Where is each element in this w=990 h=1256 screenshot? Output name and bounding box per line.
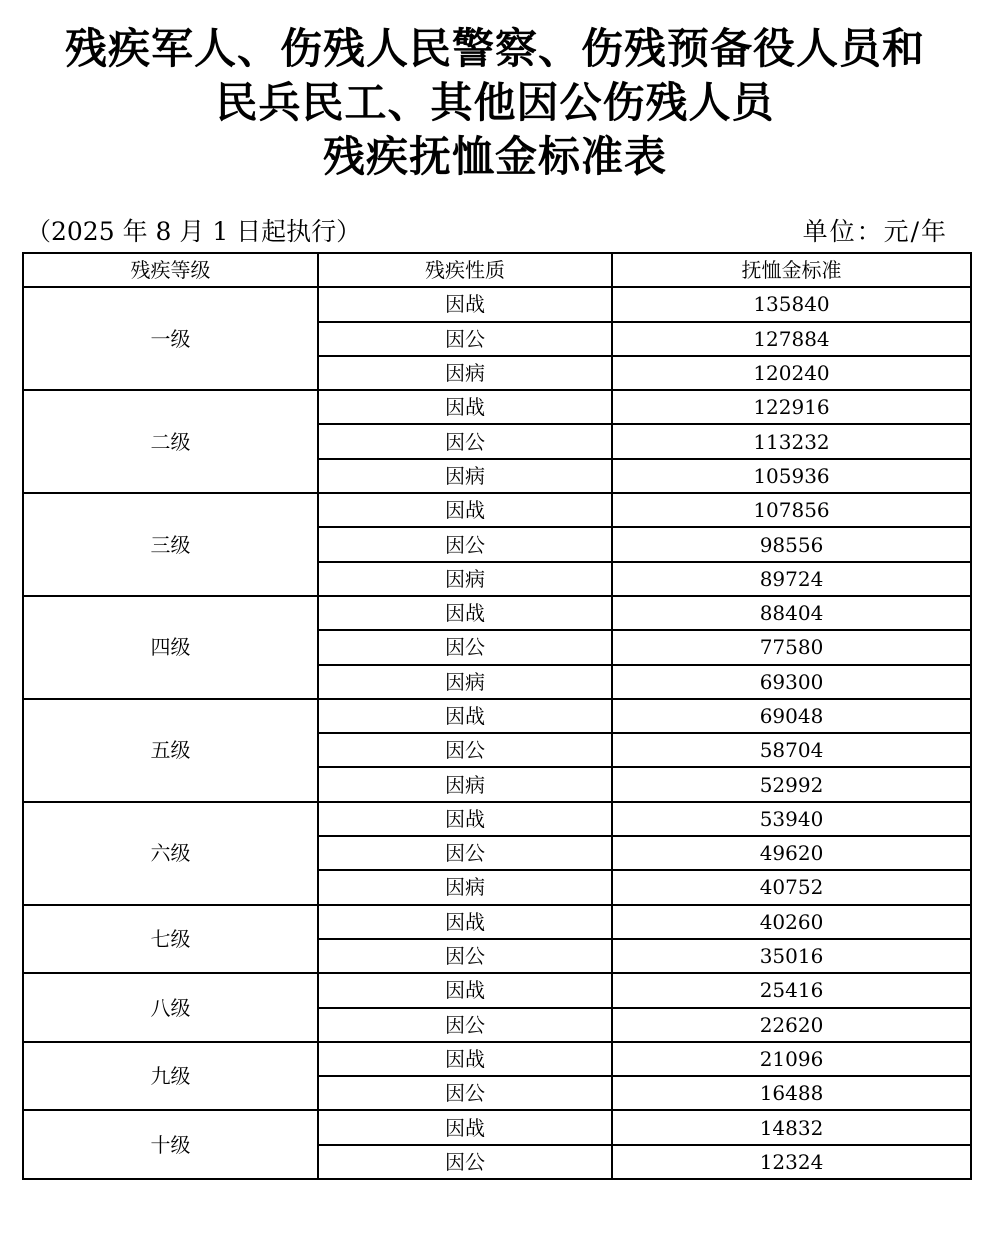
nature-cell: 因公 xyxy=(318,836,612,870)
document-title-line-2: 民兵民工、其他因公伤残人员 xyxy=(215,78,775,127)
amount-cell: 98556 xyxy=(612,527,971,561)
amount-cell: 35016 xyxy=(612,939,971,973)
amount-cell: 122916 xyxy=(612,390,971,424)
nature-cell: 因战 xyxy=(318,596,612,630)
amount-cell: 135840 xyxy=(612,287,971,321)
amount-cell: 53940 xyxy=(612,802,971,836)
level-cell: 六级 xyxy=(23,802,318,905)
pension-standard-table xyxy=(22,252,972,1180)
nature-cell: 因病 xyxy=(318,459,612,493)
nature-cell: 因公 xyxy=(318,1145,612,1179)
table-row xyxy=(23,596,971,630)
amount-cell: 88404 xyxy=(612,596,971,630)
nature-cell: 因公 xyxy=(318,1008,612,1042)
amount-cell: 40260 xyxy=(612,905,971,939)
level-cell: 七级 xyxy=(23,905,318,974)
amount-cell: 58704 xyxy=(612,733,971,767)
nature-cell: 因战 xyxy=(318,390,612,424)
table-row xyxy=(23,493,971,527)
document-title-line-3: 残疾抚恤金标准表 xyxy=(322,132,667,181)
amount-cell: 25416 xyxy=(612,973,971,1007)
table-row xyxy=(23,802,971,836)
table-row xyxy=(23,1110,971,1144)
amount-cell: 69300 xyxy=(612,665,971,699)
header-pension-amount: 抚恤金标准 xyxy=(612,253,971,287)
amount-cell: 52992 xyxy=(612,767,971,801)
nature-cell: 因公 xyxy=(318,322,612,356)
table-row xyxy=(23,905,971,939)
nature-cell: 因战 xyxy=(318,802,612,836)
amount-cell: 49620 xyxy=(612,836,971,870)
amount-cell: 40752 xyxy=(612,870,971,904)
amount-cell: 113232 xyxy=(612,424,971,458)
amount-cell: 107856 xyxy=(612,493,971,527)
table-header-row xyxy=(23,253,971,287)
document-title-line-1: 残疾军人、伤残人民警察、伤残预备役人员和 xyxy=(64,24,925,73)
nature-cell: 因病 xyxy=(318,665,612,699)
table-row xyxy=(23,699,971,733)
amount-cell: 69048 xyxy=(612,699,971,733)
nature-cell: 因公 xyxy=(318,424,612,458)
amount-cell: 127884 xyxy=(612,322,971,356)
nature-cell: 因战 xyxy=(318,699,612,733)
nature-cell: 因战 xyxy=(318,287,612,321)
nature-cell: 因战 xyxy=(318,1110,612,1144)
amount-cell: 14832 xyxy=(612,1110,971,1144)
nature-cell: 因病 xyxy=(318,870,612,904)
amount-cell: 16488 xyxy=(612,1076,971,1110)
amount-cell: 89724 xyxy=(612,562,971,596)
table-row xyxy=(23,973,971,1007)
nature-cell: 因战 xyxy=(318,1042,612,1076)
table-row xyxy=(23,1042,971,1076)
level-cell: 九级 xyxy=(23,1042,318,1111)
amount-cell: 12324 xyxy=(612,1145,971,1179)
nature-cell: 因病 xyxy=(318,356,612,390)
nature-cell: 因战 xyxy=(318,973,612,1007)
nature-cell: 因公 xyxy=(318,527,612,561)
effective-date-note: （2025 年 8 月 1 日起执行） xyxy=(26,217,362,246)
table-row xyxy=(23,287,971,321)
nature-cell: 因公 xyxy=(318,939,612,973)
nature-cell: 因公 xyxy=(318,630,612,664)
amount-cell: 77580 xyxy=(612,630,971,664)
level-cell: 五级 xyxy=(23,699,318,802)
level-cell: 八级 xyxy=(23,973,318,1042)
nature-cell: 因战 xyxy=(318,493,612,527)
level-cell: 十级 xyxy=(23,1110,318,1179)
level-cell: 一级 xyxy=(23,287,318,390)
table-row xyxy=(23,390,971,424)
unit-note: 单位：元/年 xyxy=(802,217,948,246)
level-cell: 三级 xyxy=(23,493,318,596)
header-disability-level: 残疾等级 xyxy=(23,253,318,287)
nature-cell: 因公 xyxy=(318,733,612,767)
nature-cell: 因病 xyxy=(318,767,612,801)
nature-cell: 因病 xyxy=(318,562,612,596)
amount-cell: 21096 xyxy=(612,1042,971,1076)
nature-cell: 因公 xyxy=(318,1076,612,1110)
level-cell: 四级 xyxy=(23,596,318,699)
amount-cell: 22620 xyxy=(612,1008,971,1042)
amount-cell: 105936 xyxy=(612,459,971,493)
nature-cell: 因战 xyxy=(318,905,612,939)
amount-cell: 120240 xyxy=(612,356,971,390)
level-cell: 二级 xyxy=(23,390,318,493)
header-disability-nature: 残疾性质 xyxy=(318,253,612,287)
